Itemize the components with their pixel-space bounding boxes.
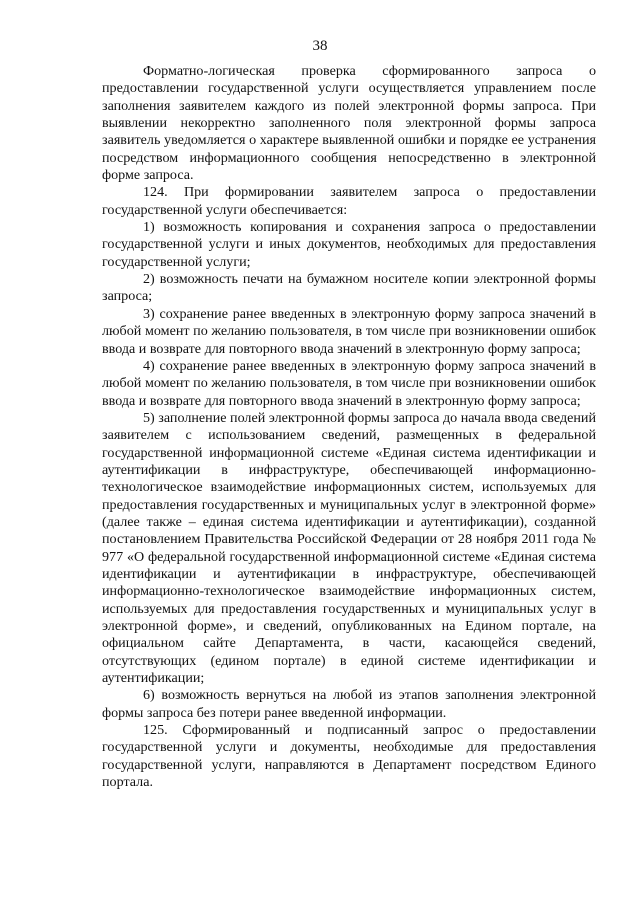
paragraph-format-check: Форматно-логическая проверка сформированного запроса о предоставлении государственной услуги осуществляется управлением после заполнения заявителем каждого из полей электронной формы запроса. При выявлении некорректно заполненного поля электронной формы запроса заявитель уведомляется о характере выявленной ошибки и порядке ее устранения посредством информационного сообщения непосредственно в электронной форме запроса. <box>102 63 596 184</box>
page-number: 38 <box>312 38 328 54</box>
paragraph-124: 124. При формировании заявителем запроса о предоставлении государственной услуги обеспечивается: <box>102 184 596 218</box>
list-item-5: 5) заполнение полей электронной формы запроса до начала ввода сведений заявителем с использованием сведений, размещенных в федеральной государственной информационной системе «Единая система идентификации и аутентификации в инфраструктуре, обеспечивающей информационно-технологическое взаимодействие информационных систем, используемых для предоставления государственных и муниципальных услуг в электронной форме» (далее также – единая система идентификации и аутентификации), созданной постановлением Правительства Российской Федерации от 28 ноября 2011 года № 977 «О федеральной государственной информационной системе «Единая система идентификации и аутентификации в инфраструктуре, обеспечивающей информационно-технологическое взаимодействие информационных систем, используемых для предоставления государственных и муниципальных услуг в электронной форме», и сведений, опубликованных на Едином портале, на официальном сайте Департамента, в части, касающейся сведений, отсутствующих (едином портале) в единой системе идентификации и аутентификации; <box>102 409 596 687</box>
list-item-1: 1) возможность копирования и сохранения запроса о предоставлении государственной услуги и иных документов, необходимых для предоставления государственной услуги; <box>102 219 596 270</box>
list-item-3: 3) сохранение ранее введенных в электронную форму запроса значений в любой момент по желанию пользователя, в том числе при возникновении ошибок ввода и возврате для повторного ввода значений в электронную форму запроса; <box>102 305 596 357</box>
paragraph-125: 125. Сформированный и подписанный запрос о предоставлении государственной услуги и документы, необходимые для предоставления государственной услуги, направляются в Департамент посредством Единого портала. <box>102 722 596 791</box>
document-body <box>102 63 596 791</box>
list-item-6: 6) возможность вернуться на любой из этапов заполнения электронной формы запроса без потери ранее введенной информации. <box>102 687 596 721</box>
list-item-4: 4) сохранение ранее введенных в электронную форму запроса значений в любой момент по желанию пользователя, в том числе при возникновении ошибок ввода и возврате для повторного ввода значений в электронную форму запроса; <box>102 357 596 409</box>
list-item-2: 2) возможность печати на бумажном носителе копии электронной формы запроса; <box>102 271 596 305</box>
